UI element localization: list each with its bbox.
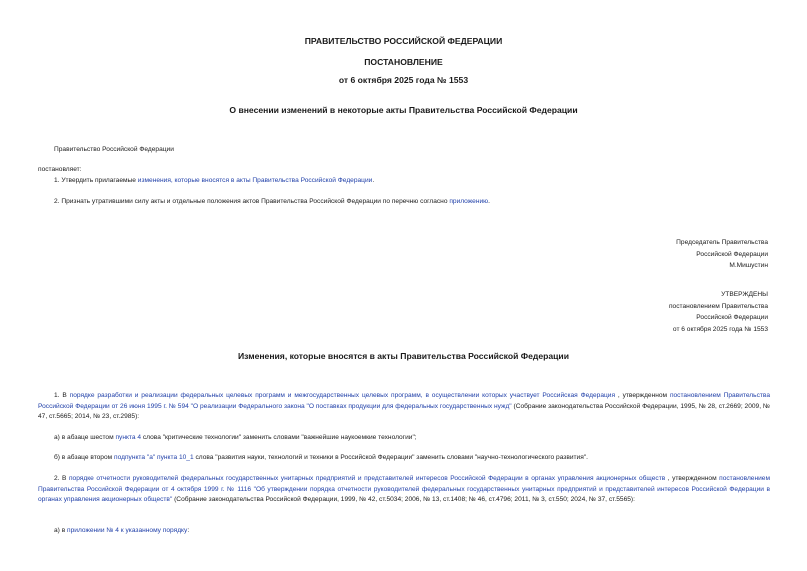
signature-block bbox=[676, 237, 768, 272]
paragraph-2 bbox=[38, 474, 770, 506]
p2-order-link[interactable]: порядке отчетности руководителей федеральных государственных унитарных предприятий и представителей интересов Российской Федерации в органах управления акционерных обществ bbox=[68, 475, 666, 482]
item-1 bbox=[54, 176, 374, 185]
government-heading: ПРАВИТЕЛЬСТВО РОССИЙСКОЙ ФЕДЕРАЦИИ bbox=[304, 36, 503, 46]
document-title: О внесении изменений в некоторые акты Правительства Российской Федерации bbox=[229, 105, 578, 115]
p1a-text-a: а) в абзаце шестом bbox=[54, 434, 116, 441]
date-number-heading: от 6 октября 2025 года № 1553 bbox=[338, 75, 469, 85]
paragraph-2a bbox=[54, 526, 189, 535]
approval-line-4: от 6 октября 2025 года № 1553 bbox=[672, 325, 768, 333]
p1a-text-c: слова "критические технологии" заменить словами "важнейшие наукоемкие технологии"; bbox=[141, 434, 417, 441]
p2a-link[interactable]: приложении № 4 к указанному порядку bbox=[67, 527, 188, 534]
signature-position: Председатель Правительства bbox=[676, 239, 768, 246]
item-2 bbox=[54, 197, 490, 206]
changes-title: Изменения, которые вносятся в акты Правительства Российской Федерации bbox=[237, 351, 569, 361]
doc-type-heading: ПОСТАНОВЛЕНИЕ bbox=[364, 57, 443, 67]
signature-org: Российской Федерации bbox=[696, 250, 768, 258]
approval-block bbox=[669, 289, 768, 335]
paragraph-1b bbox=[54, 453, 588, 462]
decides-text: постановляет: bbox=[38, 166, 82, 173]
approval-label: УТВЕРЖДЕНЫ bbox=[721, 291, 768, 298]
p1b-link[interactable]: подпункта "а" пункта 10_1 bbox=[114, 454, 194, 461]
p1b-text-c: слова "развития науки, технологий и техники в Российской Федерации" заменить словами "научно-технологического развития". bbox=[193, 454, 588, 461]
issuer-text: Правительство Российской Федерации bbox=[54, 146, 174, 153]
p1-resolution-link[interactable]: постановлением Правительства Российской Федерации от 26 июня 1995 г. № 594 "О реализации Федерального закона "О поставках продукции для федеральных государственных нужд" bbox=[38, 392, 770, 410]
item-2-prefix: 2. Признать утратившими силу акты и отдельные положения актов Правительства Российской Федерации по перечню согласно bbox=[54, 198, 450, 205]
item-1-prefix: 1. Утвердить прилагаемые bbox=[54, 177, 138, 184]
p2-text-a: 2. В bbox=[54, 475, 69, 482]
p2a-text-c: : bbox=[187, 527, 190, 534]
p2-resolution-link[interactable]: постановлением Правительства Российской Федерации от 4 октября 1999 г. № 1116 "Об утверждении порядка отчетности руководителей федеральных государственных унитарных предприятий и представителей интересов Российской Федерации в органах управления акционерных обществ" bbox=[38, 475, 770, 503]
p1-text-c: , утвержденном bbox=[615, 392, 670, 399]
paragraph-1 bbox=[38, 391, 770, 423]
paragraph-1a bbox=[54, 433, 417, 442]
p1-order-link[interactable]: порядке разработки и реализации федеральных целевых программ и межгосударственных целевых программ, в осуществлении которых участвует Российская Федерация bbox=[69, 392, 616, 399]
item-2-suffix: . bbox=[488, 198, 490, 205]
item-1-suffix: . bbox=[372, 177, 375, 184]
p2a-text-a: а) в bbox=[54, 527, 68, 534]
approval-line-2: постановлением Правительства bbox=[668, 302, 768, 310]
p2-text-e: (Собрание законодательства Российской Федерации, 1999, № 42, ст.5034; 2006, № 13, ст.1408; № 46, ст.4796; 2011, № 3, ст.550; 2024, № 37, ст.5565): bbox=[172, 496, 635, 503]
p1b-text-a: б) в абзаце втором bbox=[54, 454, 115, 461]
appendix-link[interactable]: приложению bbox=[449, 198, 489, 205]
p2-text-c: , утвержденном bbox=[665, 475, 720, 482]
p1a-link[interactable]: пункта 4 bbox=[115, 434, 142, 441]
p1-text-e: (Собрание законодательства Российской Федерации, 1995, № 28, ст.2669; 2009, № 47, ст.5665; 2014, № 23, ст.2985): bbox=[38, 402, 771, 420]
signature-name: М.Мишустин bbox=[729, 262, 768, 270]
p1-text-a: 1. В bbox=[54, 392, 70, 399]
changes-link[interactable]: изменения, которые вносятся в акты Правительства Российской Федерации bbox=[137, 177, 373, 184]
approval-line-3: Российской Федерации bbox=[696, 314, 768, 322]
